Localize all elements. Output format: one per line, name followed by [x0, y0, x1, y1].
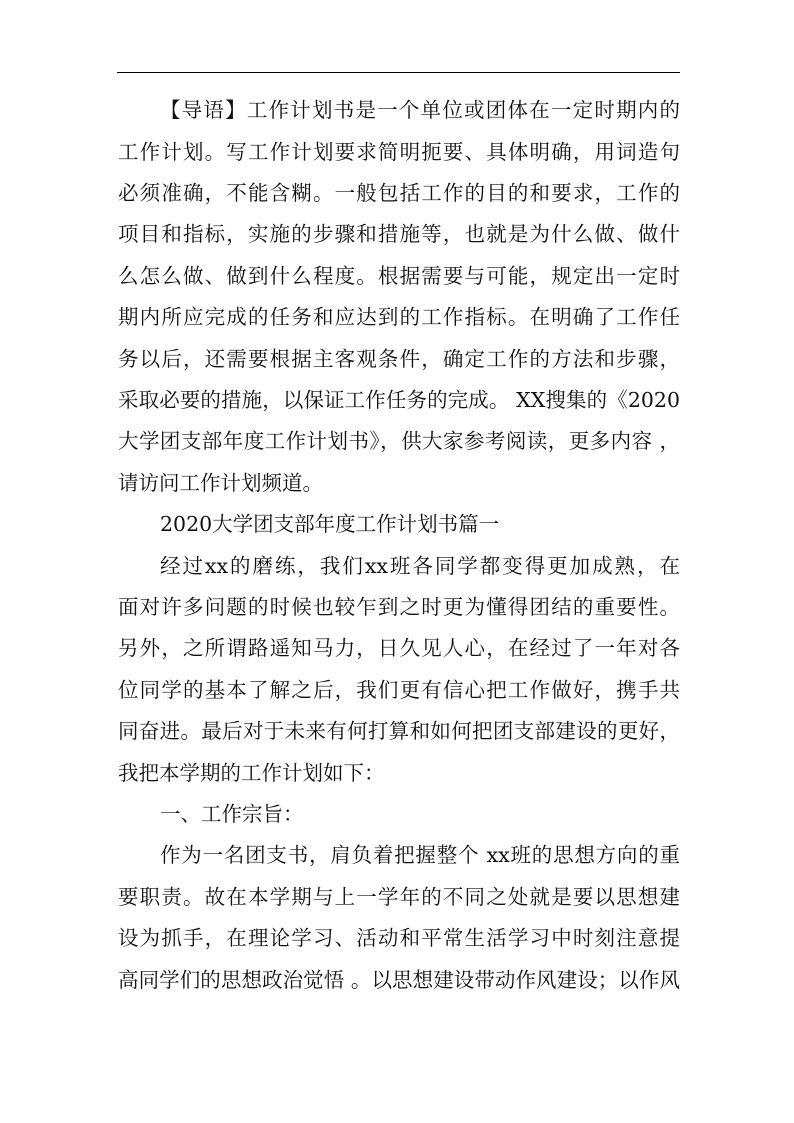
intro-line-5: 么怎么做、做到什么程度。根据需要与可能，规定出一定时: [118, 264, 680, 288]
body-line-5: 同奋进。最后对于未来有何打算和如何把团支部建设的更好，: [118, 719, 680, 743]
purpose-line-2: 要职责。故在本学期与上一学年的不同之处就是要以思想建: [118, 885, 680, 909]
intro-line-10: 请访问工作计划频道。: [118, 471, 323, 495]
body-line-6: 我把本学期的工作计划如下：: [118, 761, 385, 785]
purpose-line-4: 高同学们的思想政治觉悟 。以思想建设带动作风建设；以作风: [118, 968, 680, 992]
intro-line-7: 务以后，还需要根据主客观条件，确定工作的方法和步骤，: [118, 347, 680, 371]
intro-line-4: 项目和指标，实施的步骤和措施等，也就是为什么做、做什: [118, 222, 680, 246]
body-line-3: 另外，之所谓路遥知马力，日久见人心，在经过了一年对各: [118, 636, 680, 660]
intro-line-3: 必须准确，不能含糊。一般包括工作的目的和要求，工作的: [118, 181, 680, 205]
intro-line-6: 期内所应完成的任务和应达到的工作指标。在明确了工作任: [118, 305, 680, 329]
body-line-1: 经过xx的磨练，我们xx班各同学都变得更加成熟，在: [160, 554, 680, 578]
purpose-line-3: 设为抓手，在理论学习、活动和平常生活学习中时刻注意提: [118, 926, 680, 950]
header-rule: [117, 72, 680, 73]
body-line-2: 面对许多问题的时候也较乍到之时更为懂得团结的重要性。: [118, 595, 680, 619]
intro-line-9: 大学团支部年度工作计划书》，供大家参考阅读，更多内容 ，: [118, 429, 680, 453]
intro-line-1: 【导语】工作计划书是一个单位或团体在一定时期内的: [160, 98, 680, 122]
section-title: 2020大学团支部年度工作计划书篇一: [160, 512, 500, 536]
intro-line-2: 工作计划。写工作计划要求简明扼要、具体明确，用词造句: [118, 140, 680, 164]
intro-line-8: 采取必要的措施，以保证工作任务的完成。 XX搜集的《2020: [118, 388, 680, 412]
body-line-4: 位同学的基本了解之后，我们更有信心把工作做好，携手共: [118, 678, 680, 702]
heading-work-purpose: 一、工作宗旨：: [160, 802, 304, 826]
purpose-line-1: 作为一名团支书，肩负着把握整个 xx班的思想方向的重: [160, 843, 680, 867]
